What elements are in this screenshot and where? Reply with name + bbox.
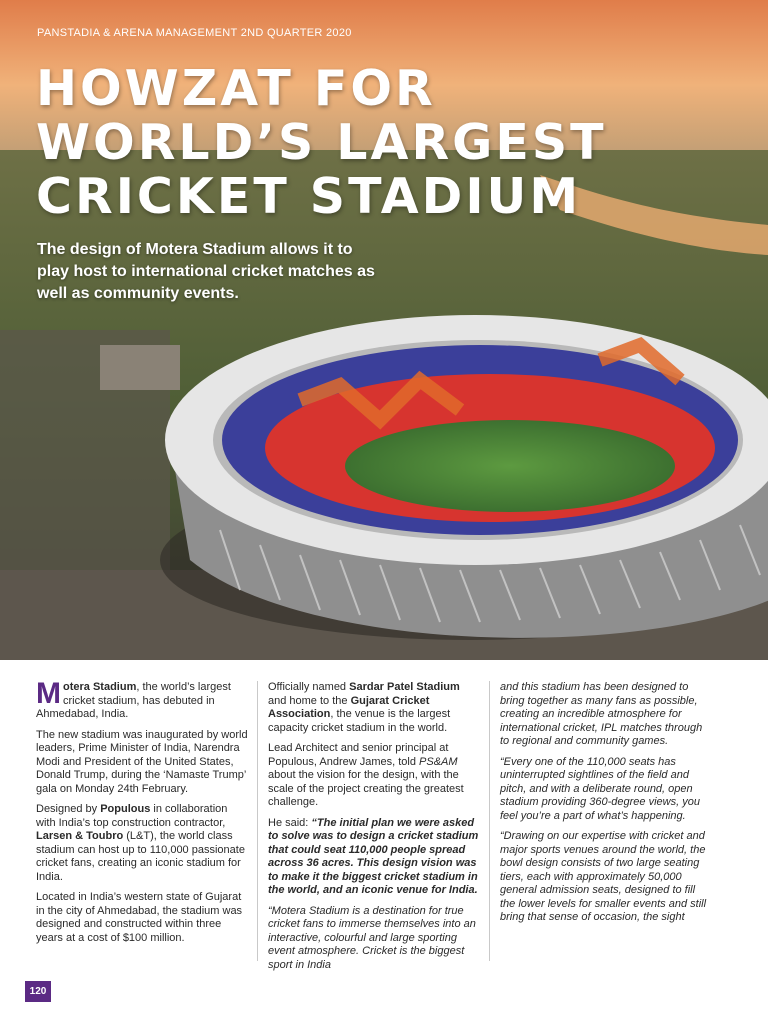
page-number: 120 [25, 981, 51, 1002]
column-divider [489, 681, 490, 961]
text-run: He said: [268, 816, 312, 829]
article-column-3 [500, 681, 712, 932]
article-column-2 [268, 681, 480, 979]
text-run: , the venue is the largest capacity cricket stadium in the world. [268, 708, 451, 734]
paragraph: “Motera Stadium is a destination for true cricket fans to immerse themselves into an interactive, colourful and large sporting event atmosphere. Cricket is the biggest sport in India [268, 904, 476, 971]
paragraph [268, 681, 480, 735]
column-divider [257, 681, 258, 961]
text-run: Officially named [268, 681, 350, 693]
bold-text: Sardar Patel Stadium [349, 681, 460, 693]
text-run: and home to the [268, 694, 351, 707]
headline-line-2: WORLD’S LARGEST [36, 114, 607, 171]
text-run: Lead Architect and senior principal at Populous, Andrew James, told [268, 742, 449, 768]
quote-text: “The initial plan we were asked to solve was to design a cricket stadium that could seat 110,000 people spread across 36 acres. This design vision was to make it the biggest cricket stadium in the world, and an iconic venue for India. [268, 816, 479, 896]
paragraph [268, 817, 480, 898]
paragraph [36, 803, 248, 884]
italic-text: PS&AM [419, 755, 458, 768]
bold-text: Larsen & Toubro [36, 830, 124, 842]
drop-cap: M [36, 677, 61, 710]
paragraph: “Every one of the 110,000 seats has uninterrupted sightlines of the field and pitch, and with a deliberate round, open stadium providing 360-degree views, you feel you’re a part of what’s happening. [500, 755, 700, 822]
paragraph: and this stadium has been designed to bring together as many fans as possible, creating an incredible atmosphere for international cricket, IPL matches through to regional and community games. [500, 681, 703, 747]
text-run: about the vision for the design, with the scale of the project creating the greatest challenge. [268, 769, 464, 808]
headline-line-3: CRICKET STADIUM [36, 168, 582, 225]
text-run: , the world’s largest cricket stadium, has debuted in Ahmedabad, India. [36, 681, 231, 720]
article-deck: The design of Motera Stadium allows it to play host to international cricket matches as well as community events. [37, 241, 375, 302]
bold-text: Gujarat Cricket Association [268, 694, 430, 720]
text-run: in collaboration with India’s top construction contractor, [36, 803, 228, 829]
bold-text: Populous [100, 803, 151, 815]
text-run: Designed by [36, 803, 101, 815]
cricket-field [345, 420, 675, 512]
magazine-kicker: PANSTADIA & ARENA MANAGEMENT 2ND QUARTER 2020 [37, 27, 352, 39]
building [100, 345, 180, 390]
paragraph: Located in India’s western state of Gujarat in the city of Ahmedabad, the stadium was designed and constructed within three years at a cost of $100 million. [36, 891, 243, 944]
headline-line-1: HOWZAT FOR [36, 60, 436, 117]
paragraph: “Drawing on our expertise with cricket and major sports venues around the world, the bowl design consists of two large seating tiers, each with approximately 50,000 general admission seats, designed to fill the lower levels for smaller events and still bring that sense of occasion, the sight [500, 830, 707, 923]
paragraph: The new stadium was inaugurated by world leaders, Prime Minister of India, Narendra Modi and President of the United States, Donald Trump, during the ‘Namaste Trump’ gala on Monday 24th February. [36, 728, 248, 795]
bold-text: otera Stadium [63, 681, 137, 693]
article-column-1 [36, 677, 248, 952]
page-title [36, 62, 656, 224]
paragraph [36, 677, 248, 722]
text-run: (L&T), the world class stadium can host up to 110,000 passionate cricket fans, creating an iconic stadium for India. [36, 830, 245, 883]
paragraph [268, 742, 480, 810]
